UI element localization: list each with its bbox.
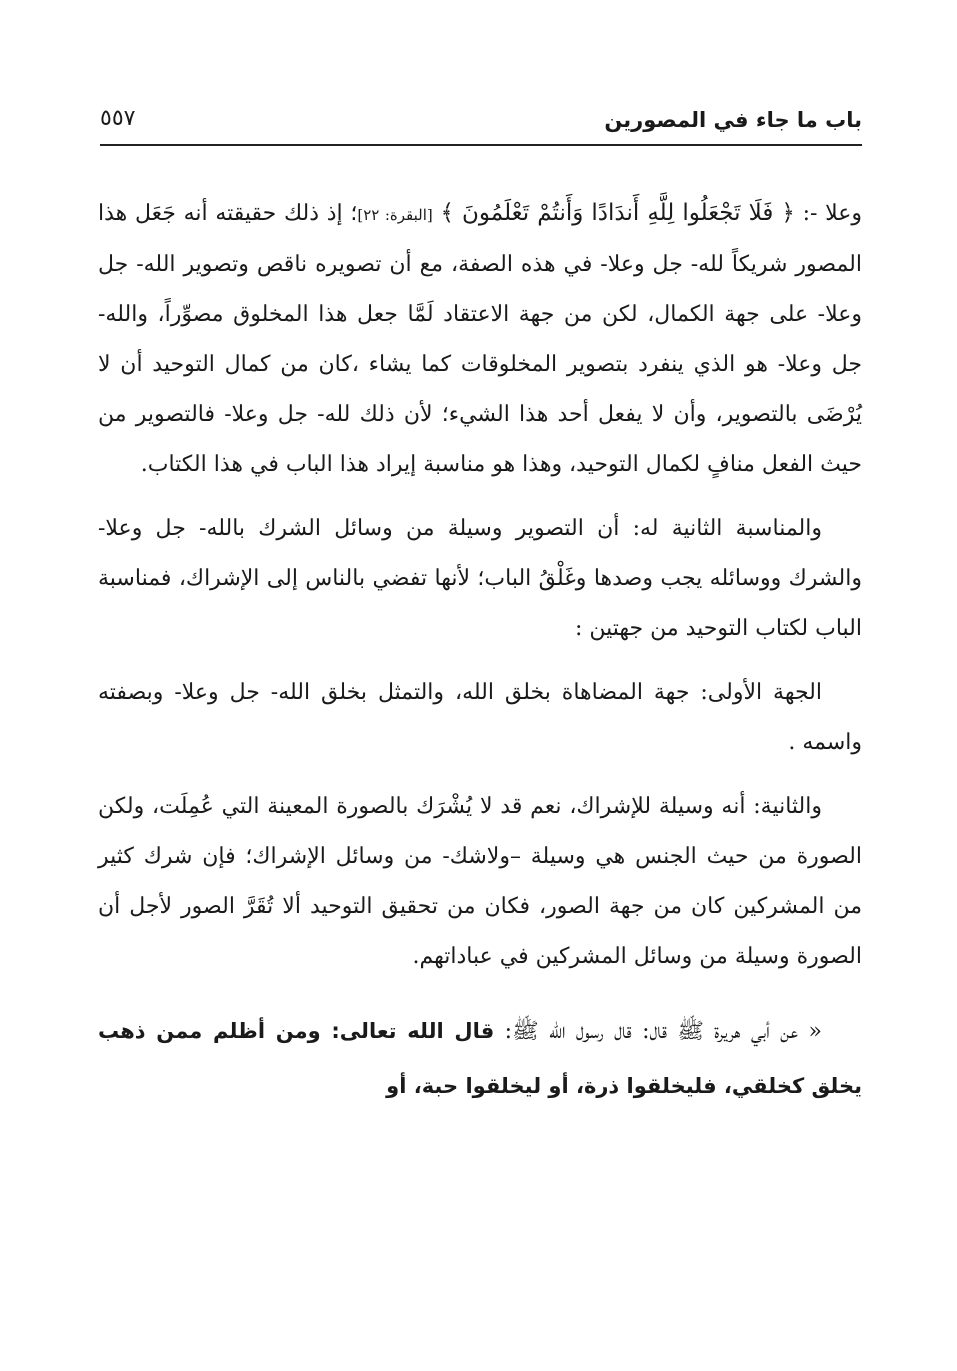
paragraph-1-text: ؛ إذ ذلك حقيقته أنه جَعَل هذا المصور شريكاً لله- جل وعلا- في هذه الصفة، مع أن تصويره ناقص وتصوير الله- جل وعلا- على جهة الكمال، لكن من جهة الاعتقاد لَمَّا جعل هذا المخلوق مصوِّراً، والله- جل وعلا- هو الذي ينفرد بتصوير المخلوقات كما يشاء ،كان من كمال التوحيد أن لا يُرْضَى بالتصوير، وأن لا يفعل أحد هذا الشيء؛ لأن ذلك لله- جل وعلا- فالتصوير من حيث الفعل منافٍ لكمال التوحيد، وهذا هو مناسبة إيراد هذا الباب في هذا الكتاب. <box>98 201 862 477</box>
header-divider <box>100 144 862 146</box>
hadith-opening: « عن أبي هريرة ﷺ قال: قال رسول الله ﷺ: <box>504 1019 822 1044</box>
verse-reference: [البقرة: ٢٢] <box>357 206 433 224</box>
paragraph-3: الجهة الأولى: جهة المضاهاة بخلق الله، والتمثل بخلق الله- جل وعلا- وبصفته واسمه . <box>98 680 862 755</box>
chapter-title: باب ما جاء في المصورين <box>604 108 862 132</box>
hadith-bold-text: قال الله تعالى: ومن أظلم ممن ذهب يخلق كخلقي، فليخلقوا ذرة، أو ليخلقوا حبة، أو <box>98 1019 862 1098</box>
page-body <box>98 188 862 1114</box>
paragraph-1 <box>98 188 862 490</box>
paragraph-1-intro: وعلا -: <box>802 201 863 226</box>
quran-verse: ﴿ فَلَا تَجْعَلُوا لِلَّهِ أَندَادًا وَأَنتُمْ تَعْلَمُونَ ﴾ <box>440 200 795 226</box>
hadith-paragraph <box>98 1004 862 1114</box>
page-number: ٥٥٧ <box>100 106 136 131</box>
paragraph-2: والمناسبة الثانية له: أن التصوير وسيلة من وسائل الشرك بالله- جل وعلا- والشرك ووسائله يجب وصدها وغَلْقُ الباب؛ لأنها تفضي بالناس إلى الإشراك، فمناسبة الباب لكتاب التوحيد من جهتين : <box>98 516 862 641</box>
paragraph-4: والثانية: أنه وسيلة للإشراك، نعم قد لا يُشْرَك بالصورة المعينة التي عُمِلَت، ولكن الصورة من حيث الجنس هي وسيلة –ولاشك- من وسائل الإشراك؛ فإن شرك كثير من المشركين كان من جهة الصور، فكان من تحقيق التوحيد ألا تُقَرَّ الصور لأجل أن الصورة وسيلة من وسائل المشركين في عباداتهم. <box>98 794 862 969</box>
page-header <box>100 100 862 146</box>
